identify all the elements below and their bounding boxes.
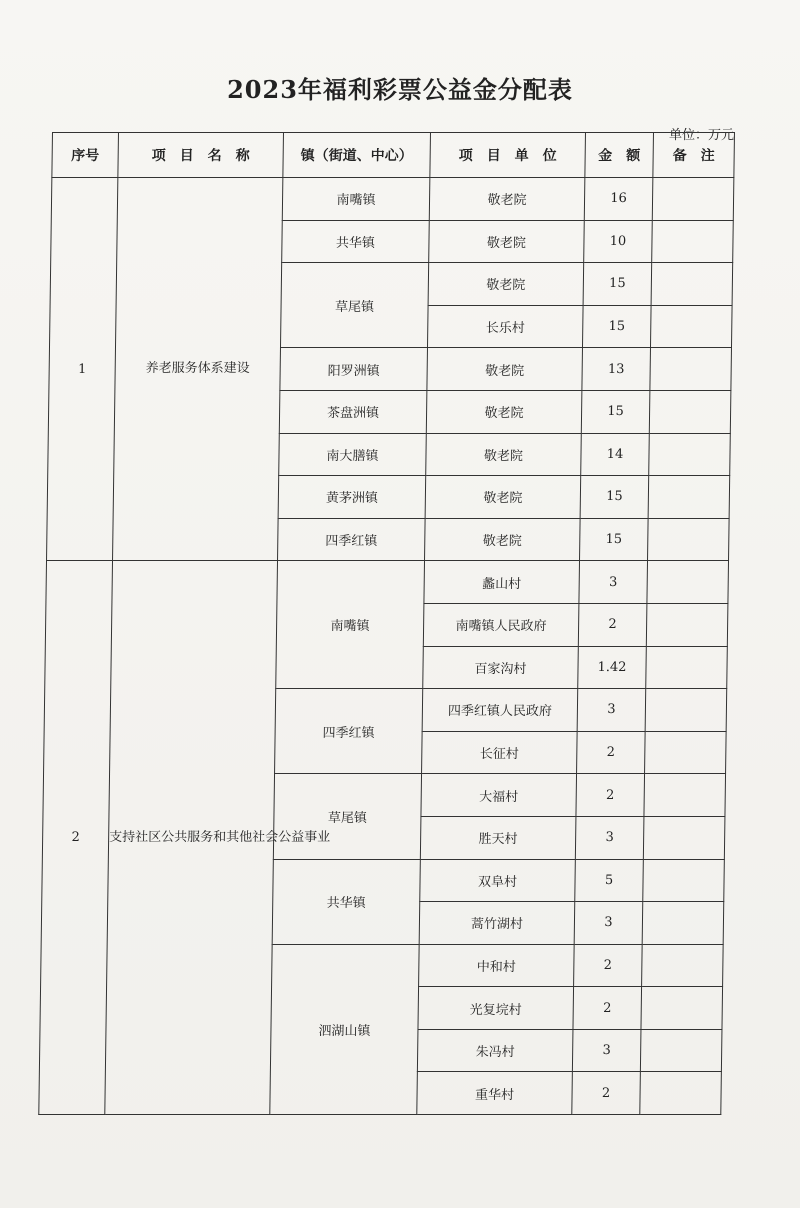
cell-note [652,220,734,263]
cell-note [652,178,734,221]
cell-town: 共华镇 [282,220,430,263]
cell-amount: 15 [580,518,649,561]
cell-project-unit: 蠡山村 [424,561,580,604]
cell-project-unit: 敬老院 [425,476,581,519]
cell-project-unit: 朱冯村 [417,1029,573,1072]
cell-note [648,518,730,561]
header-project-name: 项 目 名 称 [118,133,284,178]
cell-note [645,689,727,732]
cell-town: 茶盘洲镇 [279,390,427,433]
cell-note [650,305,732,348]
cell-index: 2 [39,561,113,1115]
cell-amount: 13 [582,348,651,391]
cell-project-unit: 长征村 [422,731,578,774]
cell-project-unit: 大福村 [421,774,577,817]
cell-project-unit: 敬老院 [427,348,583,391]
cell-town: 草尾镇 [280,263,428,348]
cell-town: 南嘴镇 [282,178,430,221]
cell-town: 四季红镇 [278,518,426,561]
table-header-row [52,133,735,178]
cell-amount: 2 [577,731,646,774]
cell-note [642,902,724,945]
cell-town: 四季红镇 [275,689,423,774]
header-amount: 金 额 [585,133,654,178]
cell-note [646,603,728,646]
cell-note [640,1029,722,1072]
cell-project-unit: 敬老院 [429,178,585,221]
cell-amount: 16 [584,178,653,221]
cell-town: 共华镇 [272,859,420,944]
cell-project-unit: 中和村 [419,944,575,987]
cell-project-unit: 敬老院 [425,518,581,561]
allocation-table [38,132,735,1115]
cell-amount: 14 [581,433,650,476]
document-title: 2023年福利彩票公益金分配表 [227,75,573,104]
cell-town: 黄茅洲镇 [278,476,426,519]
cell-amount: 3 [574,902,643,945]
cell-project-unit: 长乐村 [427,305,583,348]
cell-note [648,476,730,519]
cell-amount: 15 [581,390,650,433]
cell-amount: 3 [575,816,644,859]
cell-project-unit: 敬老院 [426,390,582,433]
cell-note [647,561,729,604]
cell-note [641,987,723,1030]
cell-note [650,348,732,391]
cell-amount: 2 [573,987,642,1030]
cell-project-name: 养老服务体系建设 [113,178,283,561]
header-index: 序号 [52,133,119,178]
cell-project-unit: 双阜村 [420,859,576,902]
cell-note [646,646,728,689]
table-row [51,178,734,221]
cell-amount: 5 [575,859,644,902]
cell-amount: 15 [583,263,652,306]
cell-amount: 2 [574,944,643,987]
cell-note [643,816,725,859]
cell-amount: 3 [579,561,648,604]
cell-project-unit: 敬老院 [428,263,584,306]
cell-amount: 15 [582,305,651,348]
table-row [46,561,729,604]
cell-town: 阳罗洲镇 [280,348,428,391]
cell-project-name: 支持社区公共服务和其他社会公益事业 [105,561,278,1115]
cell-project-unit: 重华村 [417,1072,573,1115]
cell-note [644,774,726,817]
cell-project-unit: 光复垸村 [418,987,574,1030]
cell-project-unit: 胜天村 [420,816,576,859]
cell-note [645,731,727,774]
cell-town: 南大膳镇 [279,433,427,476]
cell-note [640,1072,722,1115]
cell-amount: 10 [584,220,653,263]
cell-project-unit: 敬老院 [429,220,585,263]
cell-project-unit: 四季红镇人民政府 [422,689,578,732]
cell-project-unit: 蒿竹湖村 [419,902,575,945]
cell-amount: 2 [572,1072,641,1115]
header-note: 备 注 [653,133,735,178]
header-project-unit: 项 目 单 位 [430,133,586,178]
cell-index: 1 [47,178,118,561]
cell-town: 草尾镇 [273,774,421,859]
cell-amount: 3 [577,689,646,732]
cell-town: 泗湖山镇 [270,944,419,1114]
cell-amount: 3 [572,1029,641,1072]
cell-project-unit: 南嘴镇人民政府 [423,603,579,646]
cell-amount: 2 [578,603,647,646]
cell-amount: 2 [576,774,645,817]
cell-project-unit: 敬老院 [426,433,582,476]
table-body [39,178,734,1115]
cell-town: 南嘴镇 [276,561,425,689]
header-town: 镇（街道、中心） [283,133,431,178]
cell-amount: 15 [580,476,649,519]
unit-label: 单位：万元 [668,128,734,143]
cell-project-unit: 百家沟村 [423,646,579,689]
cell-note [649,433,731,476]
cell-note [642,944,724,987]
cell-note [651,263,733,306]
cell-note [643,859,725,902]
cell-amount: 1.42 [578,646,647,689]
cell-note [649,390,731,433]
